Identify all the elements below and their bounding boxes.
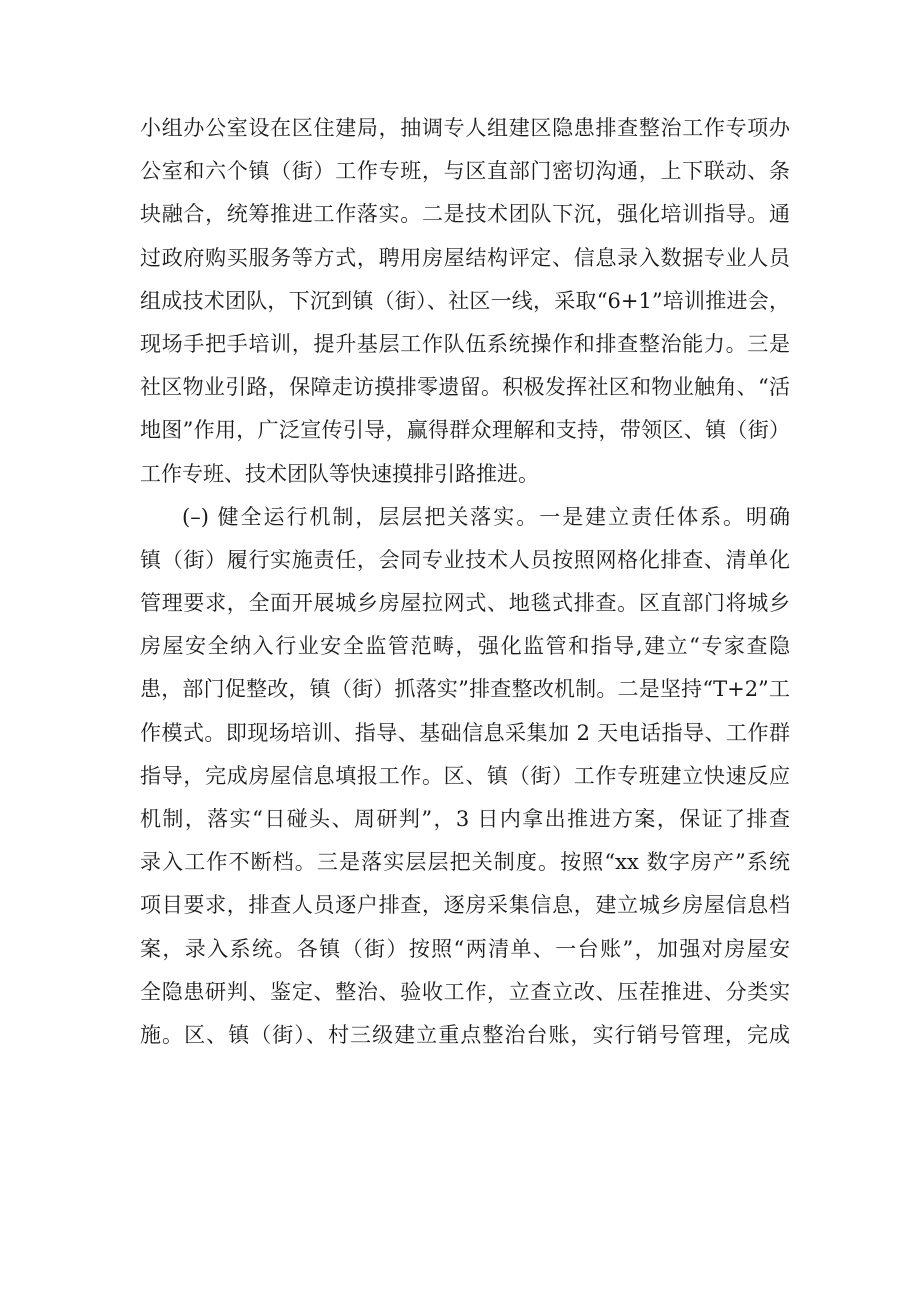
text-line: 作模式。即现场培训、指导、基础信息采集加 2 天电话指导、工作群 [140,720,790,745]
text-line: 项目要求，排查人员逐户排查，逐房采集信息，建立城乡房屋信息档 [140,893,790,918]
text-line: 过政府购买服务等方式，聘用房屋结构评定、信息录入数据专业人员 [140,245,790,270]
text-line: 地图”作用，广泛宣传引导，赢得群众理解和支持，带领区、镇（街） [140,418,790,443]
text-line: 患，部门促整改，镇（街）抓落实”排查整改机制。二是坚持“T+2”工 [140,677,790,702]
text-line: 管理要求，全面开展城乡房屋拉网式、地毯式排查。区直部门将城乡 [140,591,790,616]
text-line: 镇（街）履行实施责任，会同专业技术人员按照网格化排查、清单化 [140,547,790,572]
text-line: 指导，完成房屋信息填报工作。区、镇（街）工作专班建立快速反应 [140,763,790,788]
text-line: 房屋安全纳入行业安全监管范畴，强化监管和指导,建立“专家查隐 [140,634,790,659]
text-line: 全隐患研判、鉴定、整治、验收工作，立查立改、压茬推进、分类实 [140,979,790,1004]
text-line: 组成技术团队，下沉到镇（街）、社区一线，采取“6+1”培训推进会， [140,288,790,313]
text-line: 小组办公室设在区住建局，抽调专人组建区隐患排查整治工作专项办 [140,116,790,140]
document-body [140,107,790,1057]
text-line: 块融合，统筹推进工作落实。二是技术团队下沉，强化培训指导。通 [140,202,790,227]
text-line: 机制，落实“日碰头、周研判”，3 日内拿出推进方案，保证了排查 [140,807,790,831]
text-line: 录入工作不断档。三是落实层层把关制度。按照“xx 数字房产”系统 [140,850,790,875]
section-heading-line: (–) 健全运行机制，层层把关落实。一是建立责任体系。明确 [182,504,790,529]
paragraph-end-line: 工作专班、技术团队等快速摸排引路推进。 [140,461,539,486]
text-line: 施。区、镇（街）、村三级建立重点整治台账，实行销号管理，完成 [140,1022,790,1047]
text-line: 社区物业引路，保障走访摸排零遗留。积极发挥社区和物业触角、“活 [140,375,790,400]
text-line: 案，录入系统。各镇（街）按照“两清单、一台账”，加强对房屋安 [140,936,790,961]
text-line: 公室和六个镇（街）工作专班，与区直部门密切沟通，上下联动、条 [140,159,790,184]
text-line: 现场手把手培训，提升基层工作队伍系统操作和排查整治能力。三是 [140,331,790,356]
